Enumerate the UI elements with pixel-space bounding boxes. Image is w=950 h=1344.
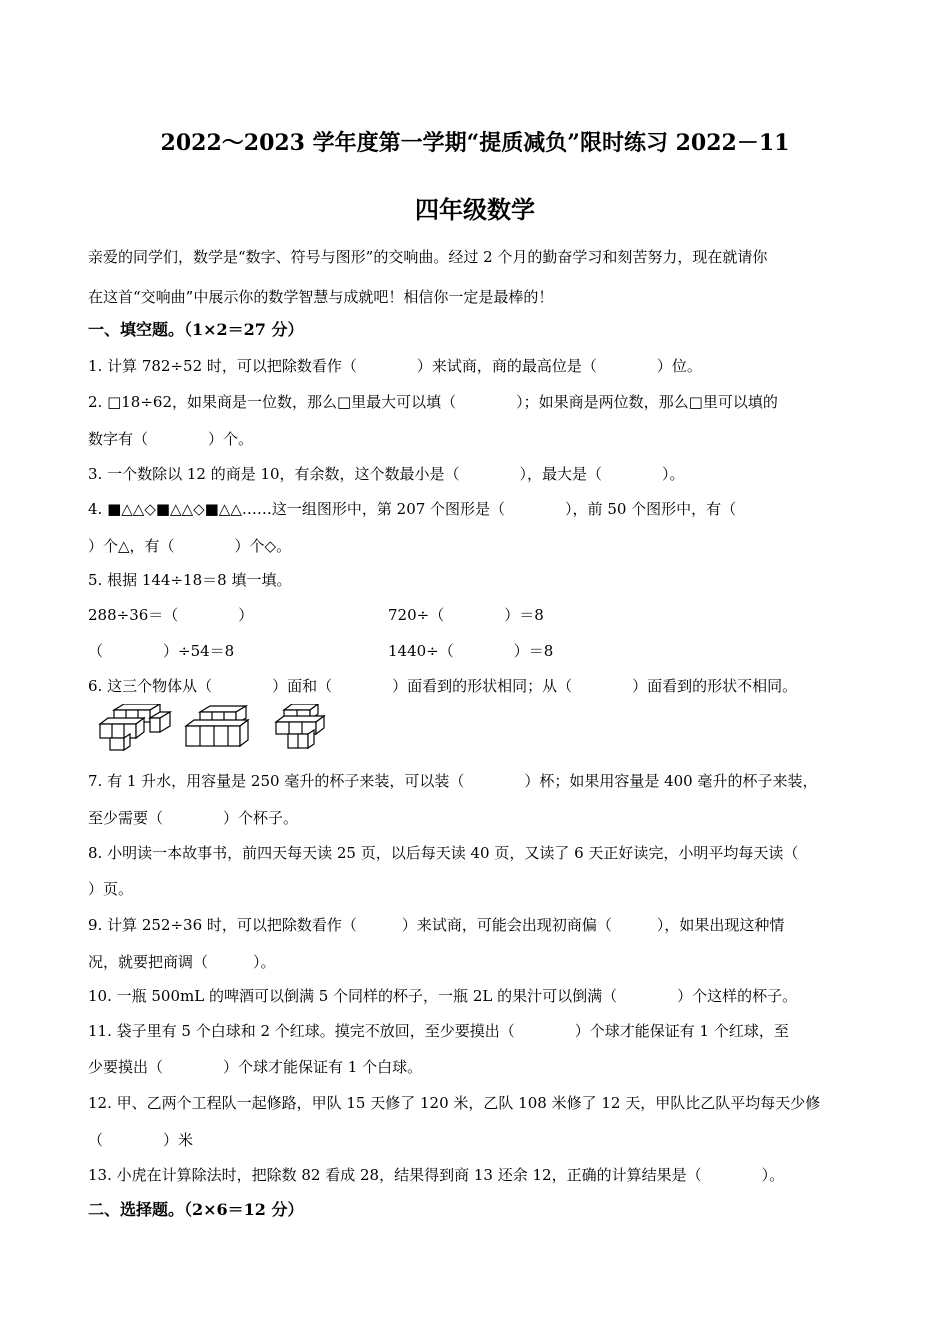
question-8-line-2: ）页。 [88,880,134,898]
question-5-item-3: （ ）÷54＝8 [88,642,235,660]
question-11-line-1: 11. 袋子里有 5 个白球和 2 个红球。摸完不放回，至少要摸出（ ）个球才能保证有 1 个红球，至 [88,1022,789,1040]
cube-object-2 [186,706,248,746]
question-5-item-4: 1440÷（ ）＝8 [388,642,554,660]
section-heading-fill-blank: 一、填空题。（1×2＝27 分） [88,320,304,339]
question-5-item-2: 720÷（ ）＝8 [388,606,544,624]
page-subtitle: 四年级数学 [415,195,535,224]
question-9-line-2: 况，就要把商调（ ）。 [88,953,276,971]
question-9-line-1: 9. 计算 252÷36 时，可以把除数看作（ ）来试商，可能会出现初商偏（ ），如果出现这种情 [88,916,785,934]
intro-line-2: 在这首“交响曲”中展示你的数学智慧与成就吧！相信你一定是最棒的！ [88,288,554,306]
question-3: 3. 一个数除以 12 的商是 10，有余数，这个数最小是（ ），最大是（ ）。 [88,465,685,483]
question-12-line-1: 12. 甲、乙两个工程队一起修路，甲队 15 天修了 120 米，乙队 108 米修了 12 天，甲队比乙队平均每天少修 [88,1094,821,1112]
question-5-item-1: 288÷36＝（ ） [88,606,254,624]
cube-object-3 [276,704,324,748]
question-10: 10. 一瓶 500mL 的啤酒可以倒满 5 个同样的杯子，一瓶 2L 的果汁可以倒满（ ）个这样的杯子。 [88,987,798,1005]
question-4-line-2: ）个△，有（ ）个◇。 [88,537,292,555]
question-7-line-1: 7. 有 1 升水，用容量是 250 毫升的杯子来装，可以装（ ）杯；如果用容量是 400 毫升的杯子来装， [88,772,818,790]
question-11-line-2: 少要摸出（ ）个球才能保证有 1 个白球。 [88,1058,423,1076]
question-13: 13. 小虎在计算除法时，把除数 82 看成 28，结果得到商 13 还余 12，正确的计算结果是（ ）。 [88,1166,785,1184]
question-2-line-1: 2. □18÷62，如果商是一位数，那么□里最大可以填（ ）；如果商是两位数，那么□里可以填的 [88,393,778,411]
question-12-line-2: （ ）米 [88,1131,194,1149]
cube-objects-figure [96,704,346,752]
question-2-line-2: 数字有（ ）个。 [88,430,254,448]
question-1: 1. 计算 782÷52 时，可以把除数看作（ ）来试商，商的最高位是（ ）位。 [88,357,702,375]
question-6: 6. 这三个物体从（ ）面和（ ）面看到的形状相同；从（ ）面看到的形状不相同。 [88,677,798,695]
intro-line-1: 亲爱的同学们，数学是“数字、符号与图形”的交响曲。经过 2 个月的勤奋学习和刻苦努力，现在就请你 [88,248,768,266]
question-8-line-1: 8. 小明读一本故事书，前四天每天读 25 页，以后每天读 40 页，又读了 6 天正好读完，小明平均每天读（ [88,844,799,862]
question-4-line-1: 4. ■△△◇■△△◇■△△……这一组图形中，第 207 个图形是（ ），前 50 个图形中，有（ [88,500,737,518]
cube-object-1 [100,704,170,750]
question-5: 5. 根据 144÷18＝8 填一填。 [88,571,292,589]
page-title: 2022～2023 学年度第一学期“提质减负”限时练习 2022－11 [160,130,790,156]
section-heading-multiple-choice: 二、选择题。（2×6＝12 分） [88,1200,304,1219]
question-7-line-2: 至少需要（ ）个杯子。 [88,809,299,827]
